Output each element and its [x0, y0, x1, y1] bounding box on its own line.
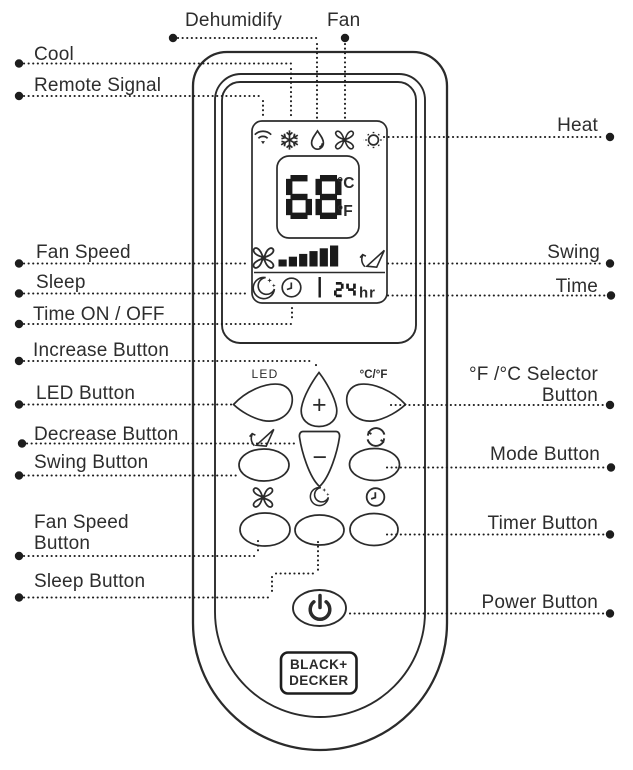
fan-speed-icon	[254, 248, 274, 268]
callout-label-mode-button: Mode Button	[490, 444, 600, 465]
callout-label-time: Time	[555, 276, 598, 297]
time-indicator-icon	[282, 278, 301, 297]
plus-icon: +	[311, 391, 327, 419]
fan-speed-button-shape	[240, 513, 290, 546]
cool-snowflake-icon	[280, 130, 300, 149]
unit-selector-button-shape	[347, 384, 406, 421]
fan-speed-button-line2: Button	[34, 533, 91, 554]
minus-icon: −	[312, 443, 328, 472]
unit-selector-caption: °C/°F	[359, 369, 388, 381]
fan-speed-row	[254, 246, 385, 268]
led-caption: LED	[251, 367, 279, 381]
callout-line-dehumidify	[169, 34, 317, 119]
callout-label-timer-button: Timer Button	[487, 513, 598, 534]
callout-label-increase-button: Increase Button	[33, 340, 170, 361]
callout-label-dehumidify: Dehumidify	[185, 10, 283, 31]
remote-signal-icon	[255, 131, 271, 144]
fan-mode-icon	[336, 131, 354, 149]
fahrenheit-unit-label: °F	[337, 203, 353, 220]
callout-label-time-on-off: Time ON / OFF	[33, 304, 165, 325]
fan-speed-bars	[279, 246, 339, 267]
callout-label-swing-button: Swing Button	[34, 452, 149, 473]
timer-button-icon	[367, 488, 385, 506]
fc-selector-line2: Button	[541, 385, 598, 406]
callout-label-decrease-button: Decrease Button	[34, 424, 179, 445]
callout-label-swing: Swing	[547, 242, 600, 263]
callout-label-cool: Cool	[34, 44, 74, 65]
sleep-indicator-icon	[253, 277, 275, 298]
temperature-value	[286, 175, 342, 219]
timer-button-shape	[350, 514, 398, 546]
timer-unit-label: hr	[359, 284, 376, 302]
sleep-button-shape	[295, 515, 344, 545]
callout-label-power-button: Power Button	[481, 592, 598, 613]
callout-label-fc-selector-button	[469, 364, 598, 406]
dehumidify-droplet-icon	[312, 131, 324, 149]
callout-label-sleep: Sleep	[36, 272, 86, 293]
brand-logo	[281, 653, 357, 694]
timer-value	[334, 282, 356, 297]
brand-line2: DECKER	[289, 673, 349, 688]
callout-label-remote-signal: Remote Signal	[34, 75, 162, 96]
callout-label-led-button: LED Button	[36, 383, 136, 404]
led-button-shape	[234, 384, 293, 421]
power-icon	[310, 596, 330, 620]
sleep-button-icon	[310, 488, 329, 506]
celsius-unit-label: °C	[337, 175, 355, 192]
brand-line1: BLACK+	[290, 657, 348, 672]
callout-label-heat: Heat	[557, 115, 598, 136]
callout-line-fan	[341, 34, 349, 119]
callout-label-fan-speed-button	[34, 512, 129, 554]
mode-button-shape	[350, 449, 400, 481]
callout-label-fan: Fan	[327, 10, 361, 31]
callout-label-fan-speed: Fan Speed	[36, 242, 131, 263]
temperature-box	[277, 156, 359, 238]
display-bottom-row	[253, 277, 376, 302]
fc-selector-line1: °F /°C Selector	[468, 364, 598, 385]
callout-label-sleep-button: Sleep Button	[34, 571, 146, 592]
fan-speed-button-icon	[253, 488, 272, 507]
swing-indicator-icon	[360, 250, 384, 267]
time-separator	[319, 277, 321, 298]
mode-cycle-icon	[368, 428, 385, 446]
heat-sun-icon	[364, 130, 384, 150]
display-mode-icons	[255, 130, 384, 150]
fan-speed-button-line1: Fan Speed	[34, 512, 129, 533]
swing-button-shape	[239, 449, 289, 481]
